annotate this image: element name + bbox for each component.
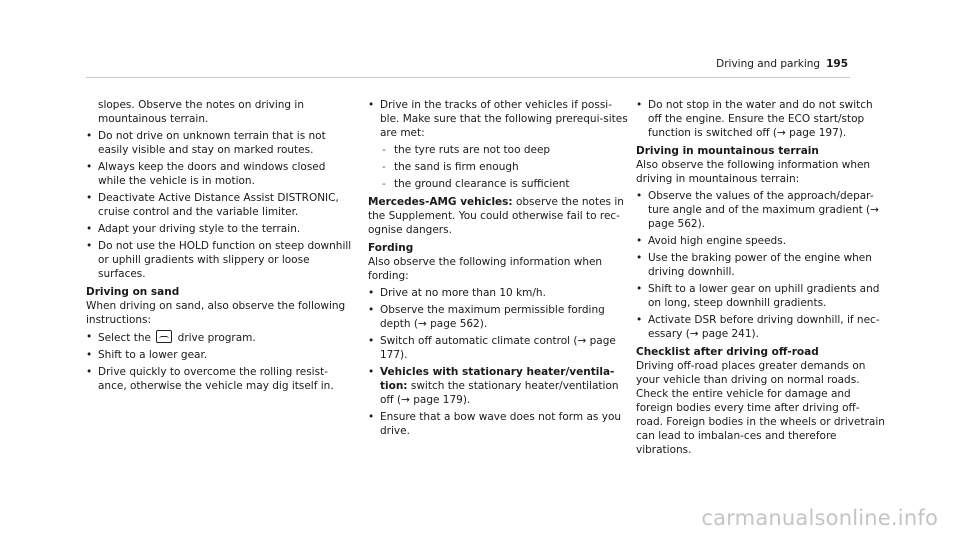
heading-checklist: Checklist after driving off-road (636, 346, 819, 358)
prerequisite-item: - the tyre ruts are not too deep (368, 143, 628, 157)
list-item: • Deactivate Active Distance Assist DISTRONIC, cruise control and the variable limiter. (86, 191, 356, 219)
list-item: • Observe the values of the approach/depar-ture angle and of the maximum gradient (→ page 562). (636, 189, 886, 231)
heading-mountainous-terrain: Driving in mountainous terrain (636, 145, 819, 157)
column-3 (636, 98, 886, 457)
list-item: • Do not use the HOLD function on steep downhill or uphill gradients with slippery or loose surfaces. (86, 239, 356, 281)
list-item: • Use the braking power of the engine when driving downhill. (636, 251, 886, 279)
offroad-bullet-list (86, 129, 356, 281)
list-item: • Do not stop in the water and do not switch off the engine. Ensure the ECO start/stop function is switched off (→ page 197). (636, 98, 886, 140)
list-item: • Shift to a lower gear on uphill gradients and on long, steep downhill gradients. (636, 282, 886, 310)
list-item-tracks: • Drive in the tracks of other vehicles if possi-ble. Make sure that the following prerequi-sites are met: (368, 98, 628, 140)
column-1 (86, 98, 356, 393)
list-item: • Always keep the doors and windows closed while the vehicle is in motion. (86, 160, 356, 188)
sand-intro-text: When driving on sand, also observe the following instructions: (86, 300, 346, 326)
fording-bullet-list (368, 286, 628, 438)
heading-driving-on-sand: Driving on sand (86, 286, 180, 298)
mountain-intro-text: Also observe the following information when driving in mountainous terrain: (636, 159, 871, 185)
column-2 (368, 98, 628, 438)
page-number: 195 (826, 58, 848, 70)
list-item: • Adapt your driving style to the terrain. (86, 222, 356, 236)
list-item: • Avoid high engine speeds. (636, 234, 886, 248)
prerequisite-item: - the ground clearance is sufficient (368, 177, 628, 191)
mountain-bullet-list (636, 189, 886, 341)
select-text: Select the (98, 332, 151, 344)
list-item: • Drive quickly to overcome the rolling resist-ance, otherwise the vehicle may dig itself in. (86, 365, 356, 393)
fording-intro-text: Also observe the following information when fording: (368, 256, 603, 282)
section-title: Driving and parking (716, 58, 821, 70)
stationary-heater-text: switch the stationary heater/ventilation off (→ page 179). (380, 380, 619, 406)
watermark: carmanualsonline.info (701, 506, 938, 530)
stationary-heater-label: Vehicles with stationary heater/ventila-tion: (380, 366, 615, 392)
amg-text: observe the notes in the Supplement. You could otherwise fail to rec-ognise dangers. (368, 196, 624, 236)
list-item: • Drive at no more than 10 km/h. (368, 286, 628, 300)
list-item: • Ensure that a bow wave does not form as you drive. (368, 410, 628, 438)
list-item: • Switch off automatic climate control (→ page 177). (368, 334, 628, 362)
prerequisites-list (368, 143, 628, 191)
list-item-stationary-heater (368, 365, 628, 407)
water-list (636, 98, 886, 140)
list-item: • Shift to a lower gear. (86, 348, 356, 362)
prerequisite-item: - the sand is firm enough (368, 160, 628, 174)
list-item: • Observe the maximum permissible fording depth (→ page 562). (368, 303, 628, 331)
list-item: • Do not drive on unknown terrain that is not easily visible and stay on marked routes. (86, 129, 356, 157)
checklist-text: Driving off-road places greater demands on your vehicle than driving on normal roads. Check the entire vehicle for damage and foreign bodies every time after driving off-road. Foreign bodies in the wheels or drivetrain can lead to imbalan-ces and therefore vibrations. (636, 360, 885, 456)
running-head (716, 57, 848, 71)
header-rule (86, 77, 850, 78)
list-item: • Activate DSR before driving downhill, if nec-essary (→ page 241). (636, 313, 886, 341)
amg-label: Mercedes-AMG vehicles: (368, 196, 513, 208)
continued-text: slopes. Observe the notes on driving in mountainous terrain. (98, 99, 304, 125)
sand-drive-program-icon (156, 330, 172, 343)
sand-bullet-list (86, 330, 356, 393)
drive-program-text: drive program. (177, 332, 256, 344)
amg-note (368, 195, 628, 237)
list-item-select-program (86, 330, 356, 345)
tracks-list (368, 98, 628, 140)
heading-fording: Fording (368, 242, 414, 254)
